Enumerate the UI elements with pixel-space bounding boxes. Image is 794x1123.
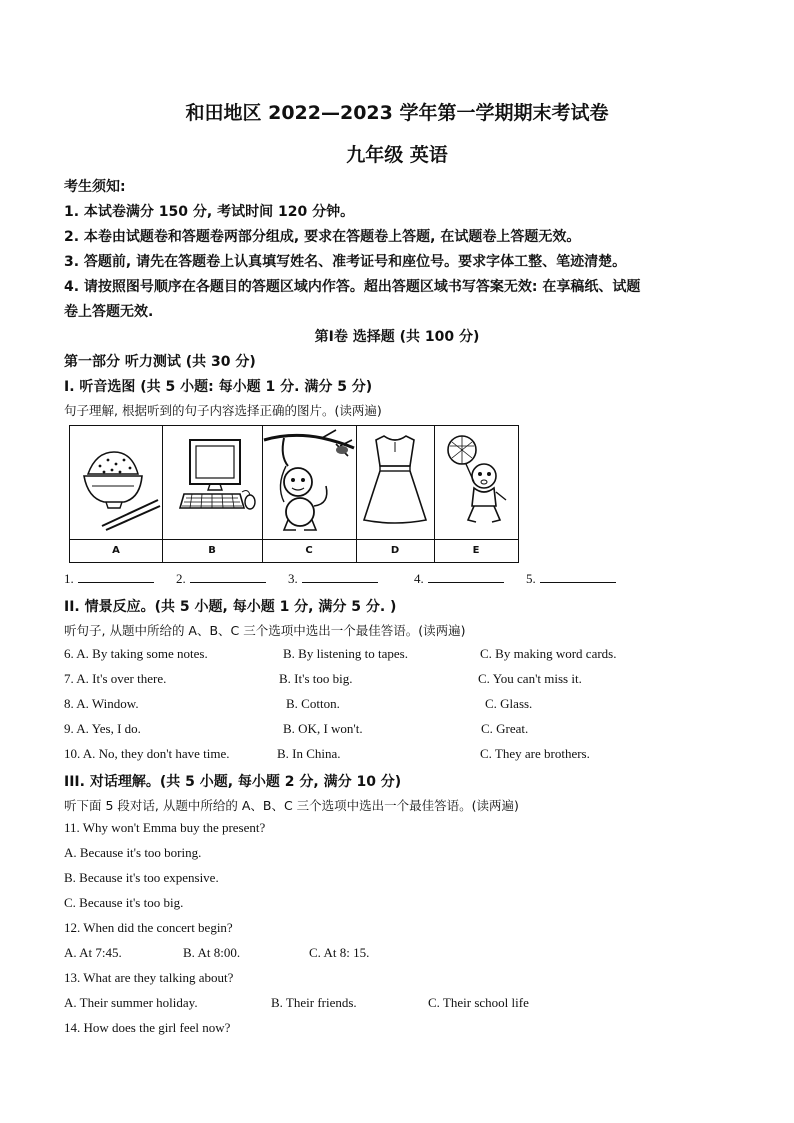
section1-title: I. 听音选图 (共 5 小题: 每小题 1 分. 满分 5 分) [64, 379, 373, 395]
q6-option-a: 6. A. By taking some notes. [64, 646, 208, 661]
q10-option-c: C. They are brothers. [480, 746, 590, 761]
q12-option-a: A. At 7:45. [64, 945, 122, 960]
picture-label: D [356, 539, 434, 562]
q8-option-a: 8. A. Window. [64, 696, 139, 711]
q8-option-c: C. Glass. [485, 696, 533, 711]
child-with-toy-icon [434, 426, 518, 538]
q12-option-c: C. At 8: 15. [309, 945, 370, 960]
q14-question: 14. How does the girl feel now? [64, 1020, 231, 1035]
picture-strip [69, 425, 519, 563]
q6-option-b: B. By listening to tapes. [283, 646, 408, 661]
q7-option-b: B. It's too big. [279, 671, 353, 686]
section1-instruction: 句子理解, 根据听到的句子内容选择正确的图片。(读两遍) [64, 403, 382, 418]
q7-option-c: C. You can't miss it. [478, 671, 582, 686]
answer-blank-2[interactable]: 2. [176, 571, 266, 587]
q13-option-a: A. Their summer holiday. [64, 995, 198, 1010]
q11-option-a: A. Because it's too boring. [64, 845, 202, 860]
answer-blank-3[interactable]: 3. [288, 571, 378, 587]
q11-option-c: C. Because it's too big. [64, 895, 184, 910]
section3-title: III. 对话理解。(共 5 小题, 每小题 2 分, 满分 10 分) [64, 774, 402, 790]
q13-option-c: C. Their school life [428, 995, 529, 1010]
picture-d [356, 426, 435, 562]
notice-item: 1. 本试卷满分 150 分, 考试时间 120 分钟。 [64, 204, 355, 220]
q9-option-a: 9. A. Yes, I do. [64, 721, 141, 736]
picture-label: B [162, 539, 262, 562]
q12-option-b: B. At 8:00. [183, 945, 241, 960]
answer-blank-1[interactable]: 1. [64, 571, 154, 587]
q12-question: 12. When did the concert begin? [64, 920, 233, 935]
picture-label: E [434, 539, 518, 562]
monkey-icon [262, 426, 356, 538]
notice-item: 卷上答题无效. [64, 304, 154, 320]
q13-option-b: B. Their friends. [271, 995, 357, 1010]
q11-question: 11. Why won't Emma buy the present? [64, 820, 266, 835]
picture-label: C [262, 539, 356, 562]
picture-e [434, 426, 518, 562]
notice-item: 2. 本卷由试题卷和答题卷两部分组成, 要求在答题卷上答题, 在试题卷上答题无效。 [64, 229, 581, 245]
q11-option-b: B. Because it's too expensive. [64, 870, 219, 885]
volume-title: 第Ⅰ卷 选择题 (共 100 分) [314, 329, 480, 345]
q6-option-c: C. By making word cards. [480, 646, 617, 661]
q9-option-b: B. OK, I won't. [283, 721, 363, 736]
notice-item: 3. 答题前, 请先在答题卷上认真填写姓名、准考证号和座位号。要求字体工整、笔迹清楚。 [64, 254, 627, 270]
section2-title: II. 情景反应。(共 5 小题, 每小题 1 分, 满分 5 分. ) [64, 599, 397, 615]
q7-option-a: 7. A. It's over there. [64, 671, 167, 686]
answer-blank-4[interactable]: 4. [414, 571, 504, 587]
rice-bowl-icon [70, 426, 162, 538]
answer-blank-5[interactable]: 5. [526, 571, 616, 587]
picture-a [70, 426, 163, 562]
notice-heading: 考生须知: [64, 179, 126, 195]
q10-option-a: 10. A. No, they don't have time. [64, 746, 230, 761]
q9-option-c: C. Great. [481, 721, 529, 736]
picture-b [162, 426, 263, 562]
picture-c [262, 426, 357, 562]
section2-instruction: 听句子, 从题中所给的 A、B、C 三个选项中选出一个最佳答语。(读两遍) [64, 623, 466, 638]
dress-icon [356, 426, 434, 538]
part1-title: 第一部分 听力测试 (共 30 分) [64, 354, 256, 370]
picture-label: A [70, 539, 162, 562]
q8-option-b: B. Cotton. [286, 696, 340, 711]
section3-instruction: 听下面 5 段对话, 从题中所给的 A、B、C 三个选项中选出一个最佳答语。(读两遍) [64, 798, 519, 813]
q10-option-b: B. In China. [277, 746, 341, 761]
exam-subtitle: 九年级 英语 [346, 144, 448, 166]
notice-item: 4. 请按照图号顺序在各题目的答题区域内作答。超出答题区域书写答案无效: 在享稿纸、试题 [64, 279, 641, 295]
exam-title: 和田地区 2022—2023 学年第一学期期末考试卷 [185, 102, 609, 124]
q13-question: 13. What are they talking about? [64, 970, 234, 985]
computer-icon [162, 426, 262, 538]
